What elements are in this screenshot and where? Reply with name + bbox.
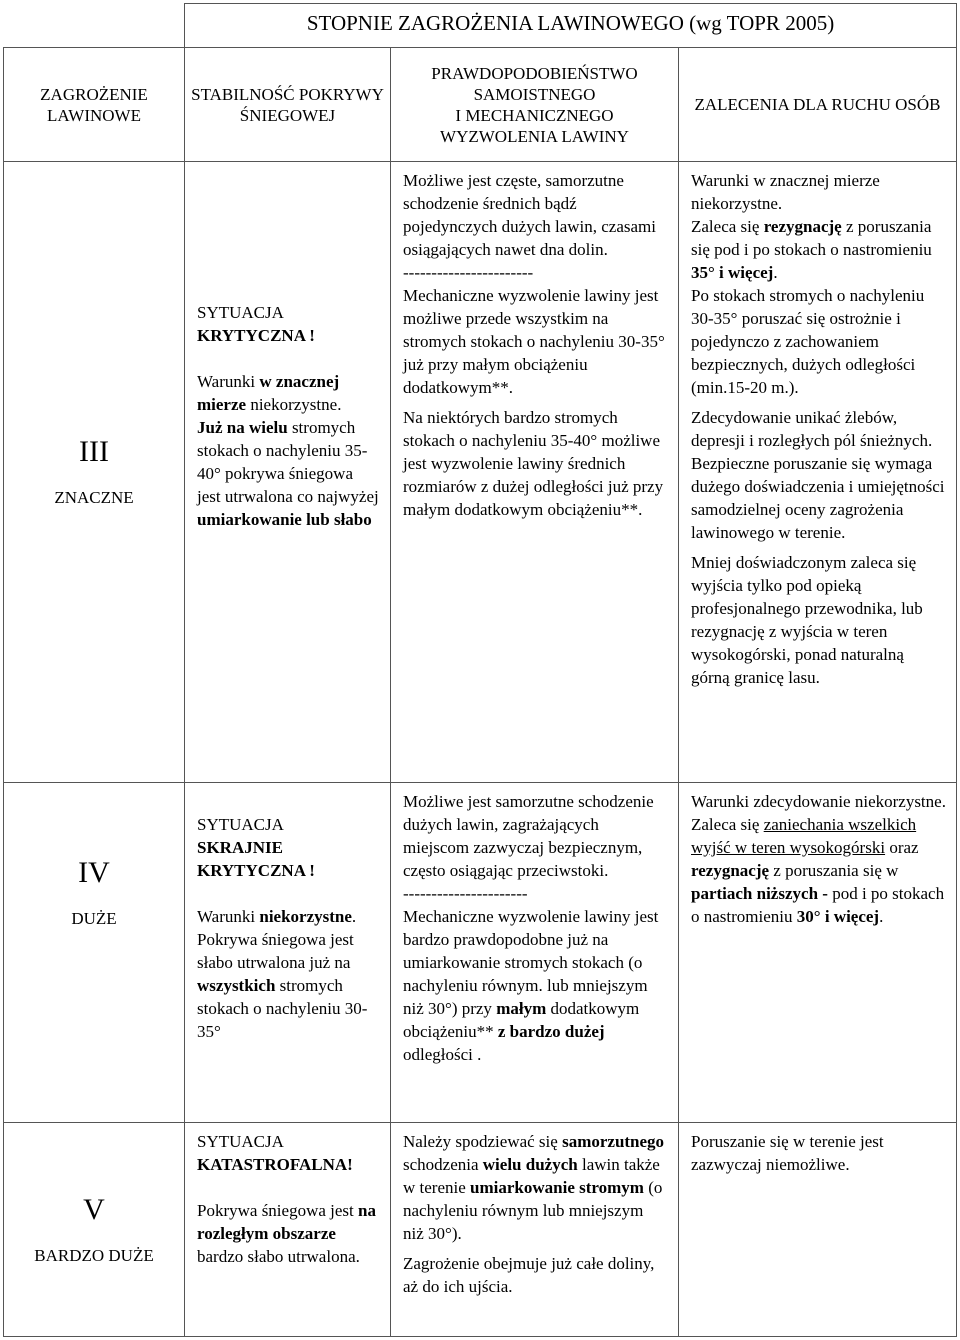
table-title: STOPNIE ZAGROŻENIA LAWINOWEGO (wg TOPR 2005) <box>185 4 957 48</box>
avalanche-danger-table <box>3 3 957 1337</box>
table-row <box>4 162 957 783</box>
danger-level-cell <box>4 1123 185 1337</box>
table-row <box>4 783 957 1123</box>
recommendation-cell: Poruszanie się w terenie jest zazwyczaj niemożliwe. <box>679 1123 957 1337</box>
probability-cell: Możliwe jest częste, samorzutne schodzenie średnich bądź pojedynczych dużych lawin, czasami osiągających nawet dna dolin. ----------------------- Mechaniczne wyzwolenie lawiny jest możliwe przede wszystkim na stromych stokach o nachyleniu 30-35° już przy małym obciążeniu dodatkowym**. Na niektórych bardzo stromych stokach o nachyleniu 35-40° możliwe jest wyzwolenie lawiny średnich rozmiarów z dużej odległości już przy małym dodatkowym obciążeniu**. <box>391 162 679 783</box>
table-row <box>4 1123 957 1337</box>
header-recommendations: ZALECENIA DLA RUCHU OSÓB <box>679 48 957 162</box>
danger-level-name: ZNACZNE <box>54 488 134 507</box>
stability-cell: SYTUACJA KRYTYCZNA ! Warunki w znacznej mierze niekorzystne. Już na wielu stromych stokach o nachyleniu 35-40° pokrywa śniegowa jest utrwalona co najwyżej umiarkowanie lub słabo <box>185 162 391 783</box>
recommendation-cell: Warunki w znacznej mierze niekorzystne. Zaleca się rezygnację z poruszania się pod i po stokach o nastromieniu 35° i więcej. Po stokach stromych o nachyleniu 30-35° poruszać się ostrożnie i pojedynczo z zachowaniem bezpiecznych, dużych odległości (min.15-20 m.). Zdecydowanie unikać żlebów, depresji i rozległych pól śnieżnych. Bezpieczne poruszanie się wymaga dużego doświadczenia i umiejętności samodzielnej oceny zagrożenia lawinowego w terenie. Mniej doświadczonym zaleca się wyjścia tylko pod opieką profesjonalnego przewodnika, lub rezygnację z wyjścia w teren wysokogórski, ponad naturalną górną granicę lasu. <box>679 162 957 783</box>
stability-cell: SYTUACJA KATASTROFALNA! Pokrywa śniegowa jest na rozległym obszarze bardzo słabo utrwalona. <box>185 1123 391 1337</box>
danger-level-number: III <box>79 435 109 468</box>
recommendation-cell: Warunki zdecydowanie niekorzystne. Zaleca się zaniechania wszelkich wyjść w teren wysokogórski oraz rezygnację z poruszania się w partiach niższych - pod i po stokach o nastromieniu 30° i więcej. <box>679 783 957 1123</box>
danger-level-cell <box>4 783 185 1123</box>
probability-cell: Możliwe jest samorzutne schodzenie dużych lawin, zagrażających miejscom zazwyczaj bezpiecznym, często osiągając przeciwstoki. ---------------------- Mechaniczne wyzwolenie lawiny jest bardzo prawdopodobne już na umiarkowanie stromych stokach (o nachyleniu równym. lub mniejszym niż 30°) przy małym dodatkowym obciążeniu** z bardzo dużej odległości . <box>391 783 679 1123</box>
danger-level-number: V <box>83 1192 105 1226</box>
danger-level-number: IV <box>78 855 110 889</box>
header-snow-stability: STABILNOŚĆ POKRYWY ŚNIEGOWEJ <box>185 48 391 162</box>
danger-level-name: DUŻE <box>71 908 117 928</box>
header-probability: PRAWDOPODOBIEŃSTWO SAMOISTNEGO I MECHANICZNEGO WYZWOLENIA LAWINY <box>391 48 679 162</box>
stability-cell: SYTUACJA SKRAJNIE KRYTYCZNA ! Warunki niekorzystne. Pokrywa śniegowa jest słabo utrwalona już na wszystkich stromych stokach o nachyleniu 30-35° <box>185 783 391 1123</box>
header-danger-level: ZAGROŻENIE LAWINOWE <box>4 48 185 162</box>
probability-cell: Należy spodziewać się samorzutnego schodzenia wielu dużych lawin także w terenie umiarkowanie stromym (o nachyleniu równym lub mniejszym niż 30°). Zagrożenie obejmuje już całe doliny, aż do ich ujścia. <box>391 1123 679 1337</box>
danger-level-name: BARDZO DUŻE <box>34 1245 154 1265</box>
danger-level-cell <box>4 162 185 783</box>
